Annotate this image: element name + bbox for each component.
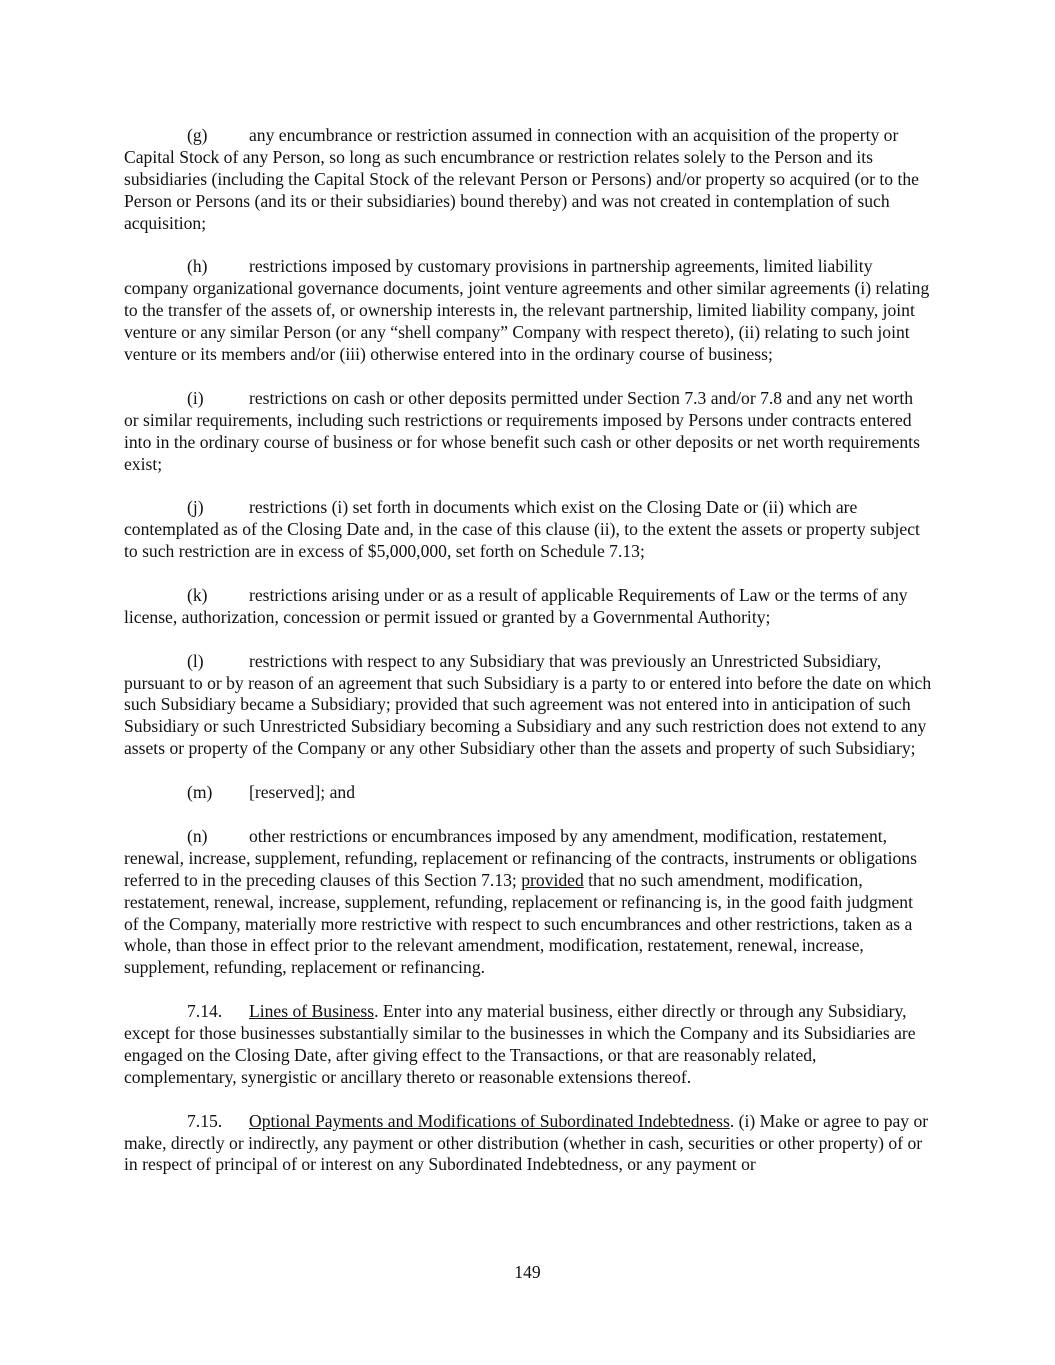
clause-h xyxy=(124,256,932,366)
clause-m xyxy=(124,782,932,804)
section-label: 7.14. xyxy=(187,1001,223,1022)
clause-label: (k) xyxy=(187,584,208,605)
section-text: . Enter into any material business, either directly or through any Subsidiary, except for those businesses substantially similar to the businesses in which the Company and its Subsidiaries are engaged on the Closing Date, after giving effect to the Transactions, or that are reasonably related, complementary, synergistic or ancillary thereto or reasonable extensions thereof. xyxy=(124,1001,916,1087)
section-label: 7.15. xyxy=(187,1110,223,1131)
clause-text-before: other restrictions or encumbrances imposed by any amendment, modification, restatement, renewal, increase, supplement, refunding, replacement or refinancing of the contracts, instruments or obligations referred to in the preceding clauses of this Section 7.13; xyxy=(124,825,917,890)
clause-j xyxy=(124,497,932,563)
clause-text-after: that no such amendment, modification, restatement, renewal, increase, supplement, refunding, replacement or refinancing is, in the good faith judgment of the Company, materially more restrictive with respect to such encumbrances and other restrictions, taken as a whole, than those in effect prior to the relevant amendment, modification, restatement, renewal, increase, supplement, refunding, replacement or refinancing. xyxy=(124,869,913,978)
clause-text: restrictions imposed by customary provisions in partnership agreements, limited liability company organizational governance documents, joint venture agreements and other similar agreements (i) relating to the transfer of the assets of, or ownership interests in, the relevant partnership, limited liability company, joint venture or any similar Person (or any “shell company” Company with respect thereto), (ii) relating to such joint venture or its members and/or (iii) otherwise entered into in the ordinary course of business; xyxy=(124,256,930,365)
clause-label: (h) xyxy=(187,256,208,277)
clause-text: restrictions with respect to any Subsidiary that was previously an Unrestricted Subsidiary, pursuant to or by reason of an agreement that such Subsidiary is a party to or entered into before the date on which such Subsidiary became a Subsidiary; provided that such agreement was not entered into in anticipation of such Subsidiary or such Unrestricted Subsidiary becoming a Subsidiary and any such restriction does not extend to any assets or property of the Company or any other Subsidiary other than the assets and property of such Subsidiary; xyxy=(124,650,932,759)
section-heading: Optional Payments and Modifications of Subordinated Indebtedness xyxy=(249,1110,730,1131)
clause-label: (m) xyxy=(187,782,213,803)
clause-text: restrictions (i) set forth in documents which exist on the Closing Date or (ii) which are contemplated as of the Closing Date and, in the case of this clause (ii), to the extent the assets or property subject to such restriction are in excess of $5,000,000, set forth on Schedule 7.13; xyxy=(124,497,920,562)
clause-n xyxy=(124,826,932,979)
clause-label: (l) xyxy=(187,650,204,671)
clause-label: (i) xyxy=(187,387,204,408)
page-number: 149 xyxy=(514,1262,541,1282)
section-heading: Lines of Business xyxy=(249,1001,375,1022)
clause-text: restrictions arising under or as a result of applicable Requirements of Law or the terms of any license, authorization, concession or permit issued or granted by a Governmental Authority; xyxy=(124,584,908,627)
clause-g xyxy=(124,125,932,235)
clause-i xyxy=(124,388,932,476)
clause-label: (n) xyxy=(187,825,208,846)
clause-label: (j) xyxy=(187,497,204,518)
section-7-14 xyxy=(124,1001,932,1089)
clause-text: any encumbrance or restriction assumed in connection with an acquisition of the property or Capital Stock of any Person, so long as such encumbrance or restriction relates solely to the Person and its subsidiaries (including the Capital Stock of the relevant Person or Persons) and/or property so acquired (or to the Person or Persons (and its or their subsidiaries) bound thereby) and was not created in contemplation of such acquisition; xyxy=(124,125,919,233)
clause-k xyxy=(124,585,932,629)
section-text: . (i) Make or agree to pay or make, directly or indirectly, any payment or other distribution (whether in cash, securities or other property) of or in respect of principal of or interest on any Subordinated Indebtedness, or any payment or xyxy=(124,1110,929,1175)
clause-text: [reserved]; and xyxy=(249,782,355,803)
clause-l xyxy=(124,651,932,761)
section-7-15 xyxy=(124,1111,932,1177)
document-body xyxy=(124,125,932,1198)
clause-label: (g) xyxy=(187,125,208,145)
clause-text: restrictions on cash or other deposits permitted under Section 7.3 and/or 7.8 and any net worth or similar requirements, including such restrictions or requirements imposed by Persons under contracts entered into in the ordinary course of business or for whose benefit such cash or other deposits or net worth requirements exist; xyxy=(124,387,920,474)
provided-term: provided xyxy=(521,869,584,890)
